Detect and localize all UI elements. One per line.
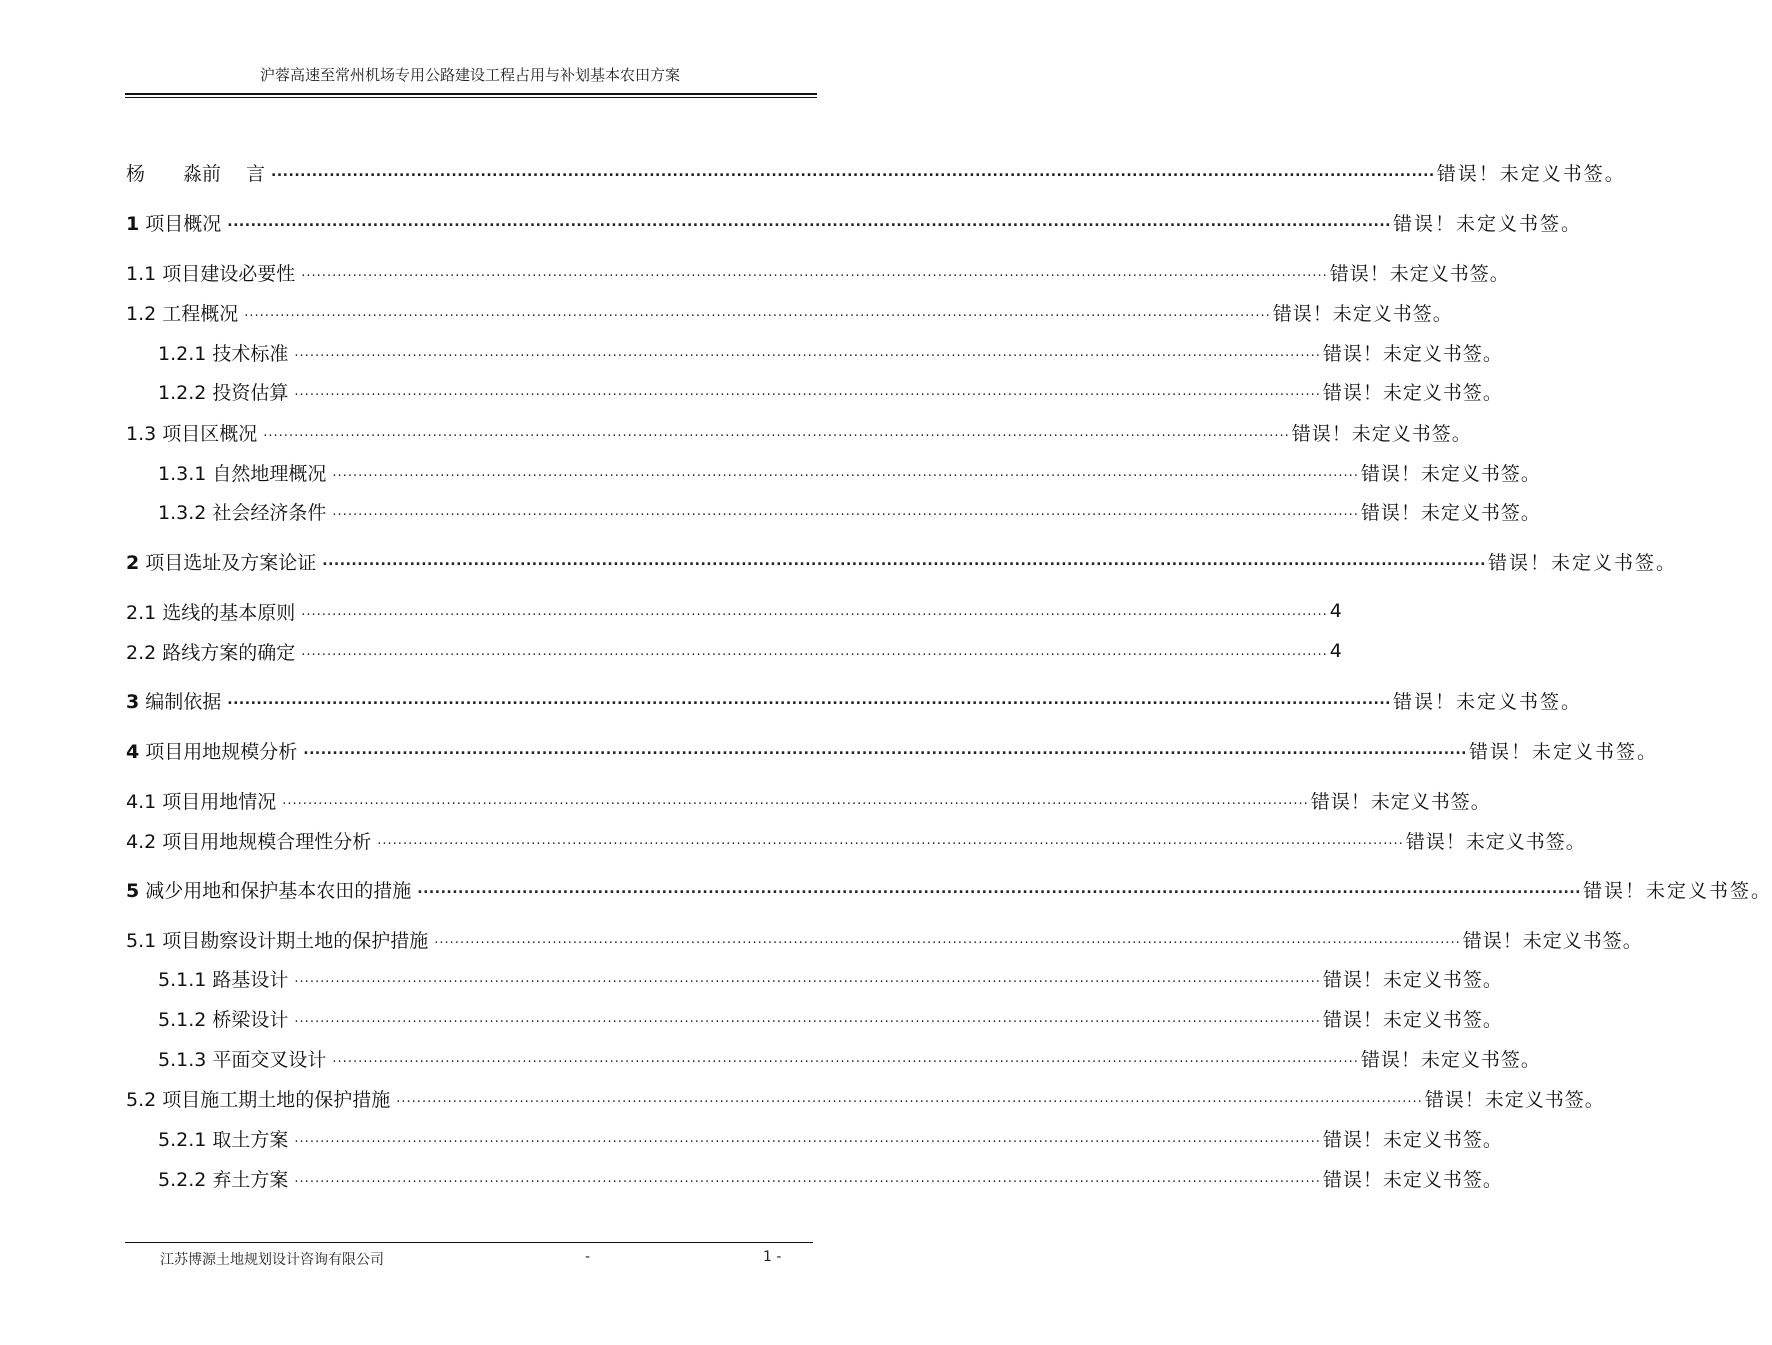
footer-dash: - — [585, 1249, 591, 1265]
toc-entry-number: 1.2 — [126, 302, 157, 325]
toc-entry[interactable] — [158, 1004, 1503, 1032]
toc-entry-label — [126, 159, 265, 186]
toc-leader-dots: ........................................................................................................................................................................................................ — [396, 1091, 1423, 1106]
toc-entry-text: 项目用地规模合理性分析 — [162, 830, 372, 853]
toc-entry-page: 错误！未定义书签。 — [1322, 1168, 1503, 1191]
toc-entry-label — [126, 926, 428, 953]
toc-leader-dots: ........................................................................................................................................................................................................ — [294, 971, 1321, 986]
toc-leader-dots: ........................................................................................................................................................................................................ — [271, 164, 1435, 180]
toc-entry-text: 平面交叉设计 — [212, 1048, 327, 1071]
toc-entry-label — [158, 965, 288, 992]
toc-entry-label — [126, 687, 221, 714]
toc-entry-text: 项目概况 — [145, 212, 222, 235]
toc-entry-page: 错误！未定义书签。 — [1462, 929, 1643, 952]
toc-entry-label — [126, 876, 411, 903]
toc-entry-label — [126, 299, 238, 326]
header-rule-thin — [125, 97, 817, 98]
toc-entry-text: 项目选址及方案论证 — [145, 551, 317, 574]
toc-entry-label — [126, 787, 276, 814]
toc-entry-label — [158, 1005, 288, 1032]
toc-leader-dots: ........................................................................................................................................................................................................ — [282, 793, 1309, 808]
toc-entry-label — [158, 1045, 326, 1072]
toc-entry[interactable] — [126, 158, 1626, 186]
toc-leader-dots: ........................................................................................................................................................................................................ — [322, 553, 1486, 569]
toc-entry-page: 错误！未定义书签。 — [1405, 830, 1586, 853]
toc-entry-number: 5.2 — [126, 1088, 157, 1111]
toc-entry[interactable] — [126, 875, 1772, 903]
toc-leader-dots: ........................................................................................................................................................................................................ — [301, 265, 1328, 280]
toc-leader-dots: ........................................................................................................................................................................................................ — [227, 692, 1391, 708]
toc-entry-text: 桥梁设计 — [212, 1008, 289, 1031]
toc-entry-label — [126, 209, 221, 236]
toc-entry-label — [126, 638, 295, 665]
toc-entry-text: 路基设计 — [212, 968, 289, 991]
toc-leader-dots: ........................................................................................................................................................................................................ — [294, 1171, 1321, 1186]
toc-entry-number: 1.1 — [126, 262, 157, 285]
toc-entry[interactable] — [158, 458, 1541, 486]
footer-rule — [125, 1242, 813, 1243]
toc-entry-label — [158, 498, 326, 525]
toc-entry-page: 错误！未定义书签。 — [1322, 381, 1503, 404]
toc-entry-number: 5.2.1 — [158, 1128, 207, 1151]
toc-entry-page: 错误！未定义书签。 — [1291, 422, 1472, 445]
toc-entry-page: 4 — [1329, 640, 1343, 662]
toc-entry-page: 错误！未定义书签。 — [1329, 262, 1510, 285]
toc-entry-page: 错误！未定义书签。 — [1322, 1128, 1503, 1151]
toc-leader-dots: ........................................................................................................................................................................................................ — [263, 425, 1290, 440]
toc-entry-label — [126, 259, 295, 286]
toc-entry-number: 1.2.2 — [158, 381, 207, 404]
toc-entry-page: 错误！未定义书签。 — [1322, 1008, 1503, 1031]
toc-entry-page: 错误！未定义书签。 — [1424, 1088, 1605, 1111]
toc-leader-dots: ........................................................................................................................................................................................................ — [303, 742, 1467, 758]
toc-entry[interactable] — [126, 826, 1586, 854]
toc-entry[interactable] — [158, 1044, 1541, 1072]
toc-entry[interactable] — [126, 686, 1582, 714]
toc-entry[interactable] — [158, 497, 1541, 525]
document-title: 沪蓉高速至常州机场专用公路建设工程占用与补划基本农田方案 — [259, 66, 680, 84]
toc-entry-number: 5 — [126, 879, 140, 902]
toc-entry-number: 4.2 — [126, 830, 157, 853]
toc-entry-label — [126, 827, 371, 854]
toc-leader-dots: ........................................................................................................................................................................................................ — [294, 384, 1321, 399]
toc-leader-dots: ........................................................................................................................................................................................................ — [434, 932, 1461, 947]
toc-entry-page: 错误！未定义书签。 — [1487, 551, 1677, 574]
toc-entry[interactable] — [158, 1124, 1503, 1152]
toc-leader-dots: ........................................................................................................................................................................................................ — [332, 504, 1359, 519]
toc-entry-page: 错误！未定义书签。 — [1360, 501, 1541, 524]
toc-entry-text: 路线方案的确定 — [162, 641, 296, 664]
toc-entry-number: 2.1 — [126, 601, 157, 624]
toc-entry[interactable] — [158, 964, 1503, 992]
toc-entry-page: 错误！未定义书签。 — [1392, 212, 1582, 235]
toc-entry[interactable] — [126, 208, 1582, 236]
toc-leader-dots: ........................................................................................................................................................................................................ — [294, 1131, 1321, 1146]
toc-entry-number: 1.3.1 — [158, 462, 207, 485]
toc-leader-dots: ........................................................................................................................................................................................................ — [377, 833, 1404, 848]
toc-entry-page: 错误！未定义书签。 — [1360, 1048, 1541, 1071]
toc-entry[interactable] — [126, 925, 1643, 953]
toc-entry-number: 1.3 — [126, 422, 157, 445]
footer-company: 江苏博源土地规划设计咨询有限公司 — [160, 1252, 384, 1268]
toc-entry-number: 5.1.2 — [158, 1008, 207, 1031]
toc-entry-text: 工程概况 — [162, 302, 239, 325]
toc-entry-number: 5.1 — [126, 929, 157, 952]
toc-entry-text: 选线的基本原则 — [162, 601, 296, 624]
toc-entry-text: 杨 淼前 言 — [126, 162, 266, 185]
toc-entry-text: 投资估算 — [212, 381, 289, 404]
toc-entry[interactable] — [158, 377, 1503, 405]
toc-leader-dots: ........................................................................................................................................................................................................ — [301, 644, 1328, 659]
toc-entry-text: 弃土方案 — [212, 1168, 289, 1191]
toc-entry-number: 1.3.2 — [158, 501, 207, 524]
toc-entry-page: 4 — [1329, 600, 1343, 622]
toc-entry-label — [158, 1125, 288, 1152]
toc-entry-label — [126, 737, 297, 764]
toc-leader-dots: ........................................................................................................................................................................................................ — [244, 305, 1271, 320]
toc-entry-text: 项目施工期土地的保护措施 — [162, 1088, 391, 1111]
toc-entry-number: 5.1.1 — [158, 968, 207, 991]
toc-entry[interactable] — [126, 637, 1343, 665]
toc-entry-text: 编制依据 — [145, 690, 222, 713]
toc-entry-number: 2 — [126, 551, 140, 574]
toc-leader-dots: ........................................................................................................................................................................................................ — [301, 604, 1328, 619]
footer-page-number: 1 - — [763, 1249, 782, 1265]
toc-leader-dots: ........................................................................................................................................................................................................ — [332, 465, 1359, 480]
toc-entry-number: 1 — [126, 212, 140, 235]
toc-entry-label — [158, 378, 288, 405]
toc-entry-page: 错误！未定义书签。 — [1310, 790, 1491, 813]
toc-entry-label — [158, 339, 288, 366]
toc-entry[interactable] — [126, 597, 1343, 625]
toc-entry-text: 项目用地规模分析 — [145, 740, 298, 763]
toc-entry-page: 错误！未定义书签。 — [1392, 690, 1582, 713]
toc-leader-dots: ........................................................................................................................................................................................................ — [294, 345, 1321, 360]
toc-leader-dots: ........................................................................................................................................................................................................ — [332, 1051, 1359, 1066]
toc-entry-label — [126, 548, 316, 575]
toc-entry-text: 项目建设必要性 — [162, 262, 296, 285]
toc-entry[interactable] — [126, 298, 1453, 326]
toc-entry-text: 项目区概况 — [162, 422, 258, 445]
toc-entry-text: 减少用地和保护基本农田的措施 — [145, 879, 412, 902]
toc-entry[interactable] — [126, 547, 1677, 575]
toc-entry[interactable] — [158, 1164, 1503, 1192]
toc-entry-number: 4 — [126, 740, 140, 763]
toc-entry[interactable] — [126, 258, 1510, 286]
toc-entry-text: 取土方案 — [212, 1128, 289, 1151]
toc-entry-page: 错误！未定义书签。 — [1582, 879, 1772, 902]
toc-entry-text: 项目勘察设计期土地的保护措施 — [162, 929, 429, 952]
toc-entry-number: 4.1 — [126, 790, 157, 813]
toc-entry-label — [126, 1085, 390, 1112]
toc-entry-page: 错误！未定义书签。 — [1322, 342, 1503, 365]
toc-entry-number: 5.1.3 — [158, 1048, 207, 1071]
toc-entry-number: 3 — [126, 690, 140, 713]
toc-entry-text: 项目用地情况 — [162, 790, 277, 813]
toc-entry[interactable] — [126, 736, 1658, 764]
toc-entry-number: 2.2 — [126, 641, 157, 664]
toc-entry-number: 1.2.1 — [158, 342, 207, 365]
toc-entry-label — [158, 1165, 288, 1192]
toc-leader-dots: ........................................................................................................................................................................................................ — [294, 1011, 1321, 1026]
toc-entry-label — [126, 598, 295, 625]
toc-entry-label — [126, 419, 257, 446]
toc-leader-dots: ........................................................................................................................................................................................................ — [417, 881, 1581, 897]
toc-entry-number: 5.2.2 — [158, 1168, 207, 1191]
toc-entry[interactable] — [126, 786, 1491, 814]
toc-entry[interactable] — [126, 1084, 1605, 1112]
header-rule — [125, 93, 817, 95]
toc-entry[interactable] — [126, 418, 1472, 446]
toc-entry-text: 技术标准 — [212, 342, 289, 365]
toc-entry-page: 错误！未定义书签。 — [1322, 968, 1503, 991]
toc-entry-page: 错误！未定义书签。 — [1436, 162, 1626, 185]
toc-leader-dots: ........................................................................................................................................................................................................ — [227, 214, 1391, 230]
toc-entry-text: 自然地理概况 — [212, 462, 327, 485]
toc-entry-label — [158, 459, 326, 486]
toc-entry-text: 社会经济条件 — [212, 501, 327, 524]
toc-entry[interactable] — [158, 338, 1503, 366]
toc-entry-page: 错误！未定义书签。 — [1468, 740, 1658, 763]
toc-entry-page: 错误！未定义书签。 — [1360, 462, 1541, 485]
toc-entry-page: 错误！未定义书签。 — [1272, 302, 1453, 325]
